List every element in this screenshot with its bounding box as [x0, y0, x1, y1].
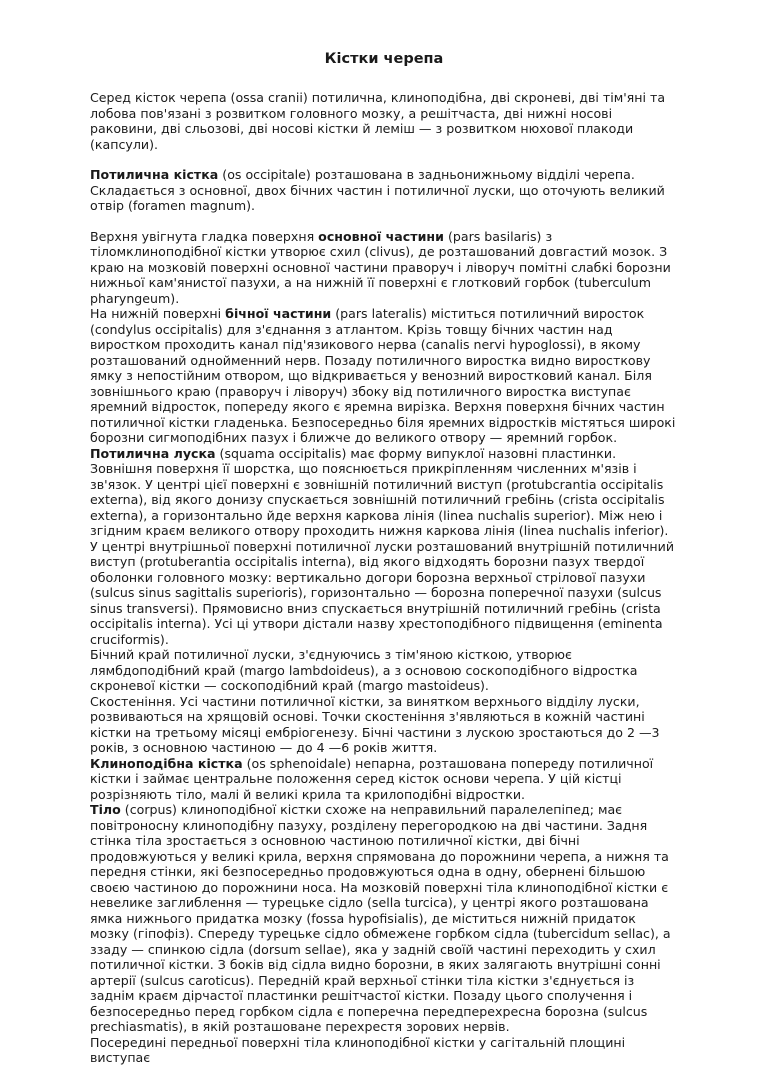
- occipital-bone-paragraph: [90, 167, 678, 214]
- basilar-part-term: основної частини: [318, 228, 444, 244]
- lateral-part-paragraph: [90, 306, 678, 446]
- intro-paragraph: Серед кісток черепа (ossa cranii) потилична, клиноподібна, дві скроневі, дві тім'яні та лобова пов'язані з розвитком головного мозку, а решітчаста, дві нижні носові раковини, дві сльозові, дві носові кістки й леміш — з розвитком нюхової плакоди (капсули).: [90, 90, 666, 152]
- basilar-part-text-end: (pars basilaris) з тіломклиноподібної кістки утворює схил (clivus), де розташований довгастий мозок. З краю на мозковій поверхні основної частини праворуч і ліворуч помітні слабкі борозни нижньої кам'янистої пазухи, а на нижній її поверхні є глотковий горбок (tuberculum pharyngeum).: [90, 228, 671, 306]
- lateral-part-text-start: На нижній поверхні: [90, 306, 226, 321]
- occipital-squama-term: Потилична луска: [90, 445, 216, 461]
- sphenoid-front-paragraph: Посередині передньої поверхні тіла клиноподібної кістки у сагітальній площині виступає: [90, 1034, 626, 1065]
- occipital-squama-paragraph: [90, 446, 678, 648]
- lateral-part-term: бічної частини: [225, 306, 332, 321]
- basilar-part-paragraph: [90, 229, 678, 307]
- squama-margin-paragraph: Бічний край потиличної луски, з'єднуючись з тім'яною кісткою, утворює лямбдоподібний край (margo lambdoideus), а з основою соскоподібного відростка скроневої кістки — соскоподібний край (margo mastoideus).: [90, 647, 638, 693]
- sphenoid-bone-text: (os sphenoidale) непарна, розташована попереду потиличної кістки і займає центральне положення серед кісток основи черепа. У цій кістці розрізняють тіло, малі й великі крила та крилоподібні відростки.: [90, 755, 654, 802]
- sphenoid-body-paragraph: [90, 802, 678, 1035]
- occipital-squama-text: (squama occipitalis) має форму випуклої назовні пластинки. Зовнішня поверхня її шорстка, що пояснюється прикріпленням численних м'язів і зв'язок. У центрі цієї поверхні є зовнішній потиличний виступ (protubcrantia occipitalis externa), від якого донизу спускається зовнішній потиличний гребінь (crista occipitalis externa), а горизонтально йде верхня каркова лінія (linea nuchalis superior). Між нею і згідним краєм великого отвору проходить нижня каркова лінія (linea nuchalis inferior). У центрі внутрішньої поверхні потиличної луски розташований внутрішній потиличний виступ (protuberantia occipitalis interna), від якого відходять борозни пазух твердої оболонки головного мозку: вертикально догори борозна верхньої стрілової пазухи (sulcus sinus sagittalis superioris), горизонтально — борозна поперечної пазухи (sulcus sinus transversi). Прямовисно вниз спускається внутрішній потиличний гребінь (crista occipitalis interna). Усі ці утвори дістали назву хрестоподібного підвищення (eminenta cruciformis).: [90, 445, 675, 647]
- occipital-bone-term: Потилична кістка: [90, 167, 219, 182]
- sphenoid-bone-paragraph: [90, 756, 678, 803]
- ossification-paragraph: Скостеніння. Усі частини потиличної кістки, за винятком верхнього відділу луски, розвиваються на хрящовій основі. Точки скостеніння з'являються в кожній частині кістки на третьому місяці ембріогенезу. Бічні частини з лускою зростаються до 2 —3 років, з основною частиною — до 4 —6 років життя.: [90, 693, 660, 755]
- sphenoid-body-text: (corpus) клиноподібної кістки схоже на неправильний паралелепіпед; має повітроносну клиноподібну пазуху, розділену перегородкою на дві частини. Задня стінка тіла зростається з основною частиною потиличної кістки, дві бічні продовжуються у великі крила, верхня спрямована до порожнини черепа, а нижня та передня стінки, які безпосередньо продовжуються одна в одну, обернені більшою своєю частиною до порожнини носа. На мозковій поверхні тіла клиноподібної кістки є невелике заглиблення — турецьке сідло (sella turcica), у центрі якого розташована ямка нижнього придатка мозку (fossa hypofisialis), де міститься нижній придаток мозку (гіпофіз). Спереду турецьке сідло обмежене горбком сідла (tubercidum sellac), а ззаду — спинкою сідла (dorsum sellae), яка у задній своїй частині переходить у схил потиличної кістки. З боків від сідла видно борозни, в яких залягають внутрішні сонні артерії (sulcus caroticus). Передній край верхньої стінки тіла кістки з'єднується із заднім краєм дірчастої пластинки решітчастої кістки. Позаду цього сполучення і безпосередньо перед горбком сідла є поперечна передперехресна борозна (sulcus prechiasmatis), в якій розташоване перехрестя зорових нервів.: [90, 802, 671, 1034]
- sphenoid-body-term: Тіло: [90, 802, 121, 817]
- basilar-part-text-start: Верхня увігнута гладка поверхня: [90, 228, 319, 244]
- lateral-part-text-end: (pars lateralis) міститься потиличний виросток (condylus occipitalis) для з'єднання з атлантом. Крізь товщу бічних частин над виростком проходить канал під'язикового нерва (canalis nervi hypoglossi), в якому розташований однойменний нерв. Позаду потиличного виростка видно виросткову ямку з непостійним отвором, що відкривається у венозний виростковий канал. Біля зовнішнього краю (праворуч і ліворуч) збоку від потиличного виростка виступає яремний відросток, попереду якого є яремна вирізка. Верхня поверхня бічних частин потиличної кістки гладенька. Безпосередньо біля яремних відростків містяться широкі борозни сигмоподібних пазух і ближче до великого отвору — яремний горбок.: [90, 306, 676, 445]
- document-title: Кістки черепа: [324, 51, 444, 67]
- occipital-bone-text: (os occipitale) розташована в задньонижньому відділі черепа. Складається з основної, двох бічних частин і потиличної луски, що оточують великий отвір (foramen magnum).: [90, 167, 665, 213]
- sphenoid-bone-term: Клиноподібна кістка: [90, 755, 243, 771]
